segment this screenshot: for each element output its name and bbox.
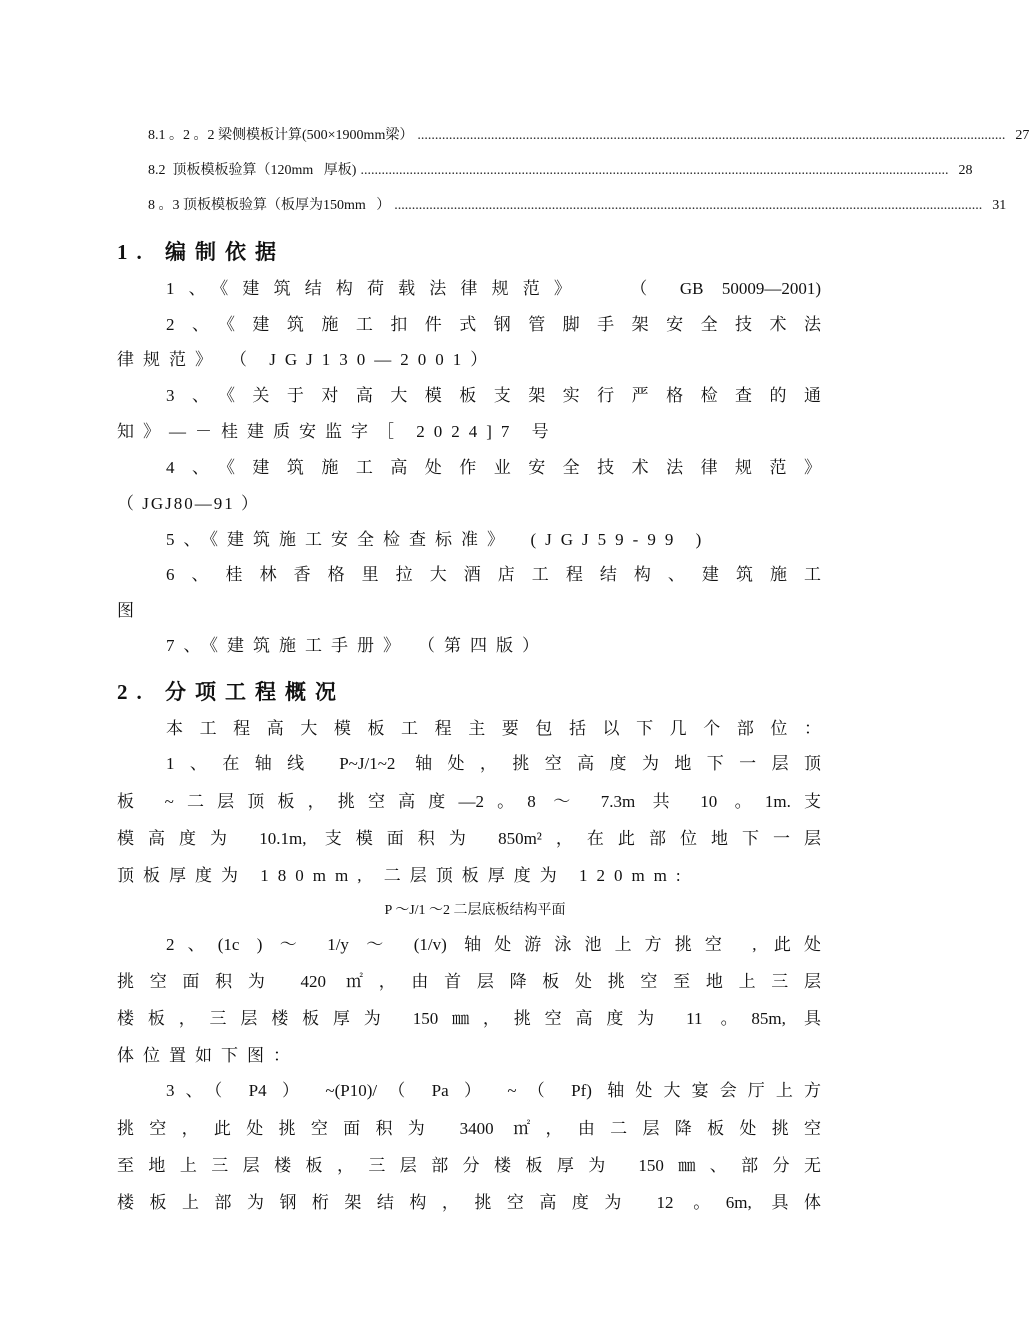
body-line: 模高度为 10.1m, 支模面积为 850m²，在此部位地下一层 <box>117 829 821 848</box>
toc-entry[interactable] <box>148 196 1007 216</box>
toc-entry-page: 31 <box>992 198 1007 213</box>
reference-line: 3、《关于对高大模板支架实行严格检查的通 <box>166 386 821 405</box>
body-line: 2、(1c ) ～ 1/y ～ (1/v) 轴处游泳池上方挑空 , 此处 <box>166 935 821 954</box>
body-line: 至地上三层楼板，三层部分楼板厚为 150㎜、部分无 <box>117 1156 821 1175</box>
body-line: 挑空面积为 420 ㎡，由首层降板处挑空至地上三层 <box>117 972 821 991</box>
body-line: 楼板，三层楼板厚为 150㎜，挑空高度为 11 。85m, 具 <box>117 1009 821 1028</box>
body-line: 3、（ P4 ） ~(P10)/（ Pa ） ~（ Pf) 轴处大宴会厅上方 <box>166 1081 821 1100</box>
toc-leader: ........................................................................................................................................................................ <box>360 163 949 178</box>
body-line: 楼板上部为钢桁架结构，挑空高度为 12 。6m, 具体 <box>117 1193 821 1212</box>
toc-entry-page: 27 <box>1015 128 1029 143</box>
reference-line: 2、《建筑施工扣件式钢管脚手架安全技术法 <box>166 315 821 334</box>
reference-line: 图 <box>117 601 134 620</box>
toc-leader: ........................................................................................................................................................................ <box>394 198 983 213</box>
figure-caption: P ～J/1 ～2 二层底板结构平面 <box>384 903 566 918</box>
toc-entry-title: 8.2 顶板模板验算（120mm 厚板) <box>148 163 357 178</box>
reference-line: 4、《建筑施工高处作业安全技术法律规范》 <box>166 458 821 477</box>
toc-entry[interactable] <box>148 161 973 181</box>
body-line: 挑空，此处挑空面积为 3400 ㎡，由二层降板处挑空 <box>117 1119 821 1138</box>
body-line: 本工程高大模板工程主要包括以下几个部位： <box>166 719 821 738</box>
section-heading: 2. 分项工程概况 <box>117 680 345 704</box>
reference-line: 律规范》 （ JGJ130—2001） <box>117 350 497 369</box>
reference-line: （ JGJ80—91 ） <box>117 494 261 513</box>
reference-line: 5、《建筑施工安全检查标准》 (JGJ59-99 ) <box>166 530 711 549</box>
reference-line: 7、《建筑施工手册》 （第四版） <box>166 636 548 655</box>
toc-entry-page: 28 <box>958 163 973 178</box>
toc-leader: ........................................................................................................................................................................ <box>417 128 1006 143</box>
toc-entry-title: 8.1 。2 。2 梁侧模板计算(500×1900mm梁） <box>148 128 414 143</box>
body-line: 体位置如下图： <box>117 1046 299 1065</box>
body-line: 板 ~二层顶板，挑空高度—2。8 ～ 7.3m 共 10 。1m.支 <box>117 792 821 811</box>
toc-entry[interactable] <box>148 126 1029 146</box>
body-line: 1、在轴线 P~J/1~2 轴处，挑空高度为地下一层顶 <box>166 754 821 773</box>
reference-line: 知》—－桂建质安监字［ 2024]7 号 <box>117 422 558 441</box>
section-heading: 1. 编制依据 <box>117 240 285 264</box>
reference-line: 6、桂林香格里拉大酒店工程结构、建筑施工 <box>166 565 821 584</box>
reference-line: 1、《建筑结构荷载法律规范》 （ GB 50009—2001) <box>166 279 821 298</box>
body-line: 顶板厚度为 180mm, 二层顶板厚度为 120mm: <box>117 866 690 885</box>
toc-entry-title: 8 。3 顶板模板验算（板厚为150mm ） <box>148 198 391 213</box>
